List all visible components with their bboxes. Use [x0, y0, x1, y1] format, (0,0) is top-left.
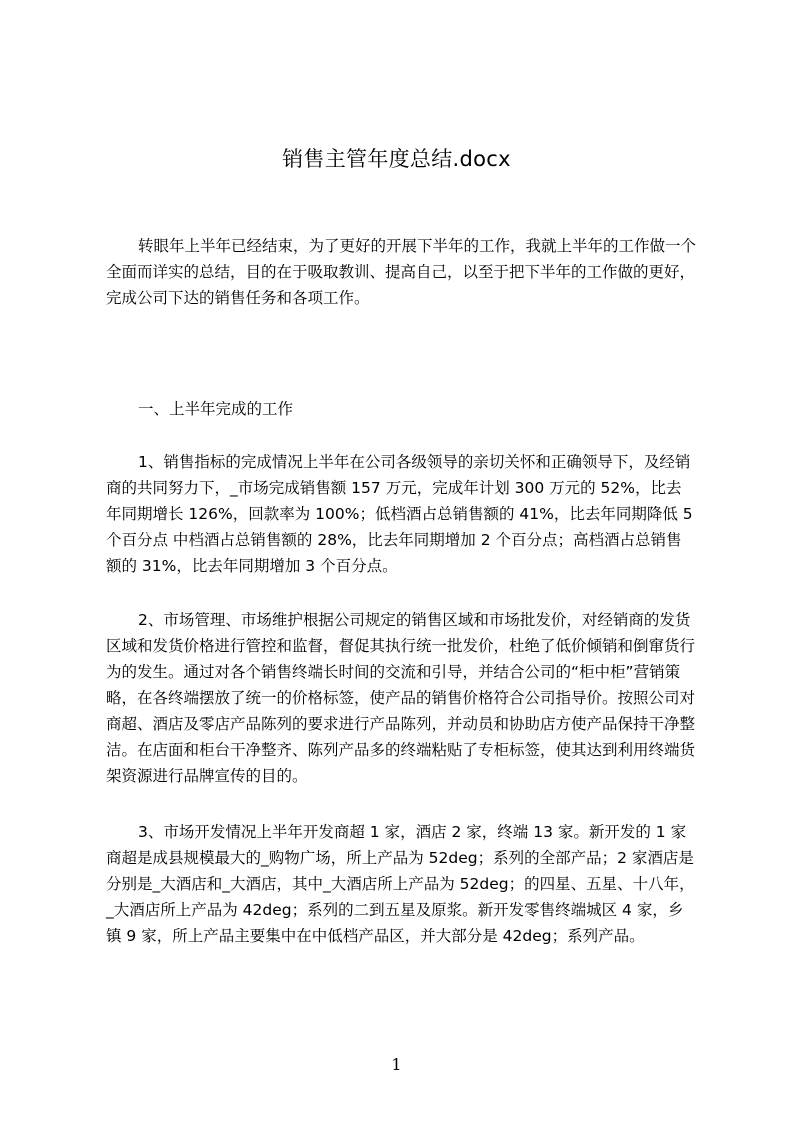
document-title: 销售主管年度总结.docx [282, 147, 511, 171]
paragraph-market-management: 2、市场管理、市场维护根据公司规定的销售区域和市场批发价，对经销商的发货区域和发货价格进行管控和监督，督促其执行统一批发价，杜绝了低价倾销和倒窜货行为的发生。通过对各个销售终端长时间的交流和引导，并结合公司的“柜中柜”营销策略，在各终端摆放了统一的价格标签，使产品的销售价格符合公司指导价。按照公司对商超、酒店及零店产品陈列的要求进行产品陈列，并动员和协助店方使产品保持干净整洁。在店面和柜台干净整齐、陈列产品多的终端粘贴了专柜标签，使其达到利用终端货架资源进行品牌宣传的目的。 [106, 611, 696, 785]
section-heading: 一、上半年完成的工作 [138, 400, 294, 418]
paragraph-sales-targets: 1、销售指标的完成情况上半年在公司各级领导的亲切关怀和正确领导下，及经销商的共同努力下，_市场完成销售额 157 万元，完成年计划 300 万元的 52%，比去年同期增长 126%，回款率为 100%；低档酒占总销售额的 41%，比去年同期降低 5 个百分点 中档酒占总销售额的 28%，比去年同期增加 2 个百分点；高档酒占总销售额的 31%，比去年同期增加 3 个百分点。 [106, 453, 693, 575]
page-number: 1 [391, 1055, 402, 1074]
paragraph-market-development: 3、市场开发情况上半年开发商超 1 家，酒店 2 家，终端 13 家。新开发的 1 家商超是成县规模最大的_购物广场，所上产品为 52deg；系列的全部产品；2 家酒店是分别是_大酒店和_大酒店，其中_大酒店所上产品为 52deg；的四星、五星、十八年，_大酒店所上产品为 42deg；系列的二到五星及原浆。新开发零售终端城区 4 家，乡镇 9 家，所上产品主要集中在中低档产品区，并大部分是 42deg；系列产品。 [106, 823, 695, 945]
intro-paragraph: 转眼年上半年已经结束，为了更好的开展下半年的工作，我就上半年的工作做一个全面而详实的总结，目的在于吸取教训、提高自己，以至于把下半年的工作做的更好，完成公司下达的销售任务和各项工作。 [106, 237, 697, 307]
